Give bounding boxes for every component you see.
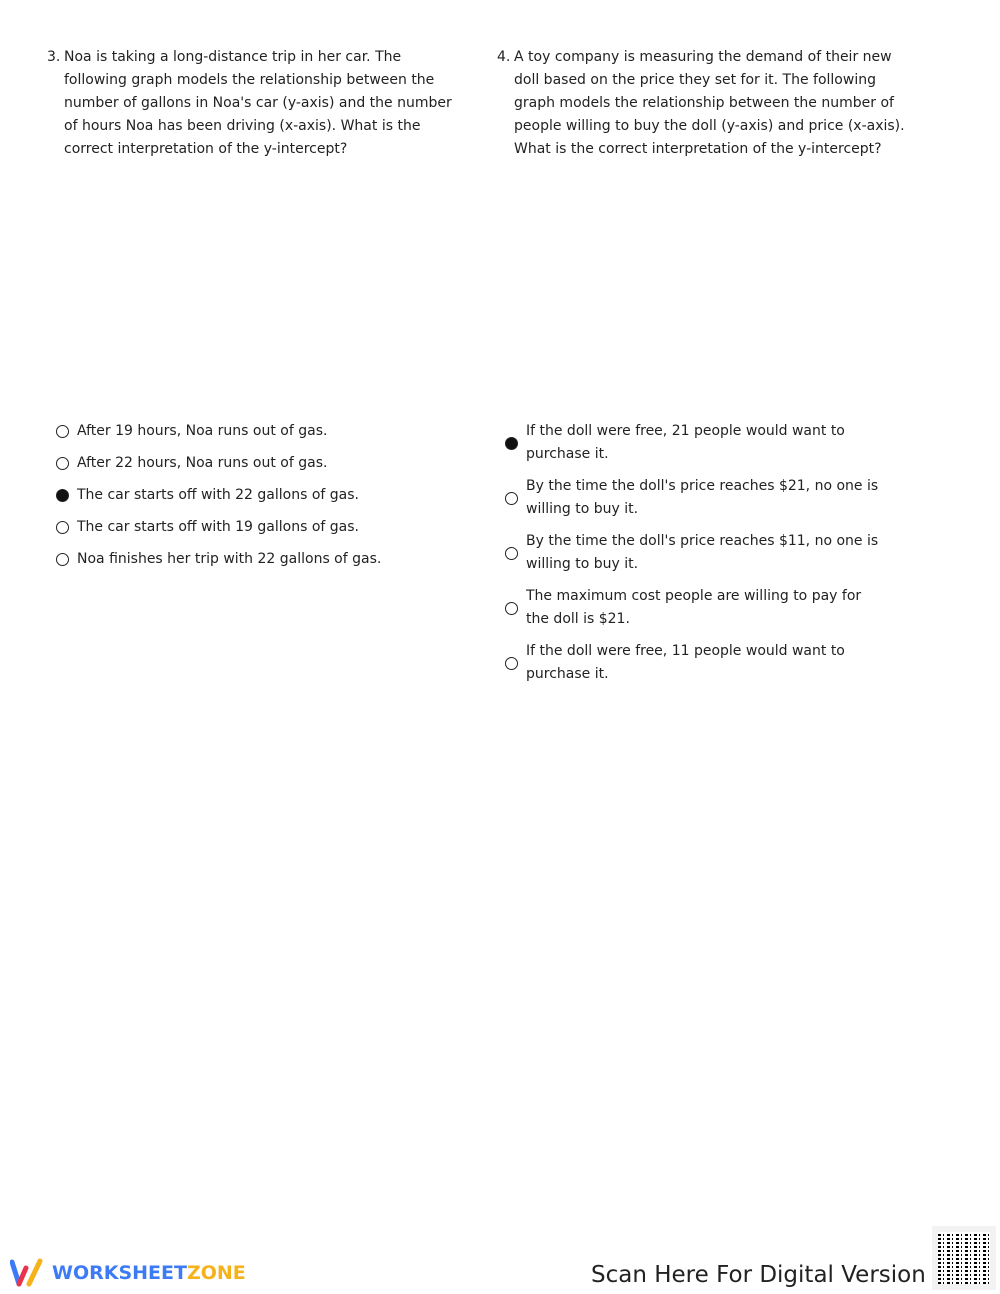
logo-icon (10, 1258, 46, 1288)
radio-button[interactable] (56, 553, 69, 566)
option-text: The car starts off with 19 gallons of gas. (77, 519, 359, 535)
radio-button[interactable] (505, 437, 518, 450)
answer-option[interactable] (505, 420, 905, 466)
answer-option[interactable] (505, 530, 905, 576)
brand-text-worksheet: WORKSHEET (52, 1262, 187, 1284)
brand-text-zone: ZONE (186, 1262, 246, 1284)
option-text: By the time the doll's price reaches $11, no one is willing to buy it. (526, 533, 879, 572)
answer-option[interactable] (56, 548, 456, 571)
answer-option[interactable] (56, 484, 456, 507)
radio-button[interactable] (505, 657, 518, 670)
option-text: If the doll were free, 11 people would want to purchase it. (526, 643, 845, 682)
answer-option[interactable] (56, 516, 456, 539)
worksheetzone-logo (10, 1258, 246, 1288)
option-text: The maximum cost people are willing to pay for the doll is $21. (526, 588, 862, 627)
answer-option[interactable] (505, 640, 905, 686)
radio-button[interactable] (56, 521, 69, 534)
scan-label: Scan Here For Digital Version (591, 1262, 926, 1288)
question-text: Noa is taking a long-distance trip in her car. The following graph models the relationship between the number of gallons in Noa's car (y-axis) and the number of hours Noa has been driving (x-axis). What is the correct interpretation of the y-intercept? (64, 49, 452, 157)
radio-button[interactable] (56, 425, 69, 438)
option-text: After 22 hours, Noa runs out of gas. (77, 455, 328, 471)
question-number: 4. (497, 49, 511, 65)
radio-button[interactable] (505, 492, 518, 505)
option-text: After 19 hours, Noa runs out of gas. (77, 423, 328, 439)
question-3 (47, 46, 464, 161)
answer-option[interactable] (56, 452, 456, 475)
question-number: 3. (47, 49, 61, 65)
option-text: If the doll were free, 21 people would want to purchase it. (526, 423, 845, 462)
question-4 (497, 46, 914, 161)
answer-option[interactable] (505, 585, 905, 631)
option-text: The car starts off with 22 gallons of gas. (77, 487, 359, 503)
radio-button[interactable] (56, 457, 69, 470)
radio-button[interactable] (505, 547, 518, 560)
qr-code-icon[interactable] (932, 1226, 996, 1290)
radio-button[interactable] (56, 489, 69, 502)
question-3-options (56, 420, 456, 580)
option-text: Noa finishes her trip with 22 gallons of gas. (77, 551, 382, 567)
question-text: A toy company is measuring the demand of their new doll based on the price they set for it. The following graph models the relationship between the number of people willing to buy the doll (y-axis) and price (x-axis). What is the correct interpretation of the y-intercept? (514, 49, 905, 157)
radio-button[interactable] (505, 602, 518, 615)
option-text: By the time the doll's price reaches $21, no one is willing to buy it. (526, 478, 879, 517)
answer-option[interactable] (505, 475, 905, 521)
question-4-options (505, 420, 905, 695)
answer-option[interactable] (56, 420, 456, 443)
